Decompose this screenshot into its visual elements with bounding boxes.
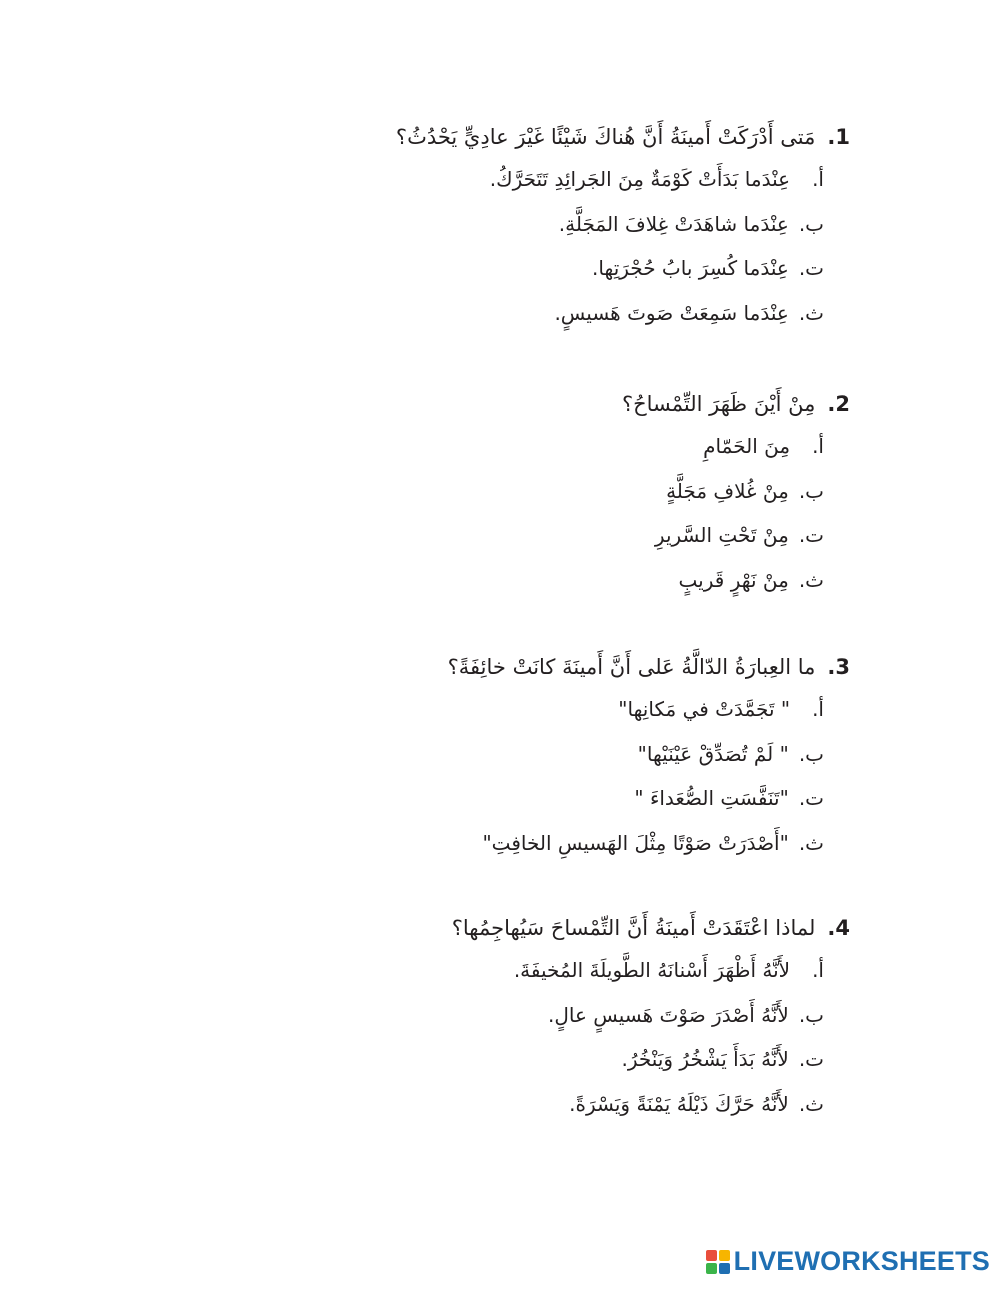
option-letter: أ. xyxy=(812,434,824,458)
question-text: مِنْ أَيْنَ ظَهَرَ التِّمْساحُ؟ xyxy=(621,392,816,416)
option-letter: ث. xyxy=(798,567,824,592)
question-prompt xyxy=(448,650,850,692)
option-text: "أَصْدَرَتْ صَوْتًا مِثْلَ الهَسيسِ الخافِتِ" xyxy=(482,830,789,855)
question-1 xyxy=(396,120,850,340)
answer-option xyxy=(396,296,850,341)
option-letter: ث. xyxy=(798,830,824,855)
option-letter: أ. xyxy=(812,958,824,982)
option-text: مِنَ الحَمّامِ xyxy=(703,434,791,458)
logo-square-4 xyxy=(719,1263,730,1274)
answer-option xyxy=(396,251,850,296)
answer-option xyxy=(622,429,850,474)
question-number: 1. xyxy=(827,125,850,149)
answer-option xyxy=(622,563,850,608)
option-letter: أ. xyxy=(812,697,824,721)
answer-option xyxy=(622,474,850,519)
answer-option xyxy=(396,162,850,207)
question-number: 3. xyxy=(827,655,850,679)
option-text: " لَمْ تُصَدِّقْ عَيْنَيْها" xyxy=(637,741,789,766)
answer-option xyxy=(452,1087,850,1132)
option-text: "تَنَفَّسَتِ الصُّعَداءَ " xyxy=(634,786,789,810)
question-text: مَتى أَدْرَكَتْ أَمينَةُ أَنَّ هُناكَ شَيْئًا غَيْرَ عادِيٍّ يَحْدُثُ؟ xyxy=(395,125,816,149)
answer-option xyxy=(448,692,850,737)
option-text: مِنْ نَهْرٍ قَريبٍ xyxy=(678,567,789,592)
option-letter: ت. xyxy=(798,786,824,810)
answer-option xyxy=(622,518,850,563)
option-text: مِنْ تَحْتِ السَّريرِ xyxy=(654,523,789,547)
question-number: 4. xyxy=(827,916,850,940)
question-text: لماذا اعْتَقَدَتْ أَمينَةُ أَنَّ التِّمْساحَ سَيُهاجِمُها؟ xyxy=(451,916,816,940)
answer-option xyxy=(452,1042,850,1087)
option-text: عِنْدَما سَمِعَتْ صَوتَ هَسيسٍ. xyxy=(554,300,789,325)
option-letter: ت. xyxy=(798,256,824,280)
option-text: لأَنَّهُ أَظْهَرَ أَسْنانَهُ الطَّويلَةَ المُخيفَةَ. xyxy=(513,958,791,982)
option-letter: ب. xyxy=(798,478,824,503)
option-letter: ب. xyxy=(798,1002,824,1027)
answer-option xyxy=(452,998,850,1043)
option-text: " تَجَمَّدَتْ في مَكانِها" xyxy=(618,697,791,721)
option-letter: ت. xyxy=(798,1047,824,1071)
logo-icon xyxy=(706,1250,730,1274)
option-text: لأَنَّهُ حَرَّكَ ذَيْلَهُ يَمْنَةً وَيَسْرَةً. xyxy=(569,1091,789,1116)
option-text: مِنْ غُلافِ مَجَلَّةٍ xyxy=(666,478,789,503)
option-letter: ب. xyxy=(798,211,824,236)
answer-option xyxy=(448,826,850,871)
question-number: 2. xyxy=(827,392,850,416)
question-prompt xyxy=(396,120,850,162)
option-text: لأَنَّهُ أَصْدَرَ صَوْتَ هَسيسٍ عالٍ. xyxy=(548,1002,789,1027)
option-text: عِنْدَما كُسِرَ بابُ حُجْرَتِها. xyxy=(592,256,789,280)
option-letter: ت. xyxy=(798,523,824,547)
question-2 xyxy=(622,387,850,607)
logo-text: LIVEWORKSHEETS xyxy=(733,1246,990,1276)
liveworksheets-logo xyxy=(706,1246,990,1277)
question-4 xyxy=(452,911,850,1131)
question-prompt xyxy=(452,911,850,953)
question-text: ما العِبارَةُ الدّالَّةُ عَلى أَنَّ أَمينَةَ كانَتْ خائِفَةً؟ xyxy=(447,655,816,679)
logo-square-1 xyxy=(706,1250,717,1261)
option-text: عِنْدَما بَدَأَتْ كَوْمَةٌ مِنَ الجَرائِدِ تَتَحَرَّكُ. xyxy=(489,167,791,191)
question-prompt xyxy=(622,387,850,429)
option-letter: ب. xyxy=(798,741,824,766)
answer-option xyxy=(448,781,850,826)
option-text: لأَنَّهُ بَدَأَ يَشْخُرُ وَيَنْخُرُ. xyxy=(621,1047,789,1071)
answer-option xyxy=(452,953,850,998)
answer-option xyxy=(448,737,850,782)
option-text: عِنْدَما شاهَدَتْ غِلافَ المَجَلَّةِ. xyxy=(558,211,789,236)
logo-square-3 xyxy=(706,1263,717,1274)
option-letter: ث. xyxy=(798,300,824,325)
answer-option xyxy=(396,207,850,252)
option-letter: أ. xyxy=(812,167,824,191)
question-3 xyxy=(448,650,850,870)
logo-square-2 xyxy=(719,1250,730,1261)
option-letter: ث. xyxy=(798,1091,824,1116)
